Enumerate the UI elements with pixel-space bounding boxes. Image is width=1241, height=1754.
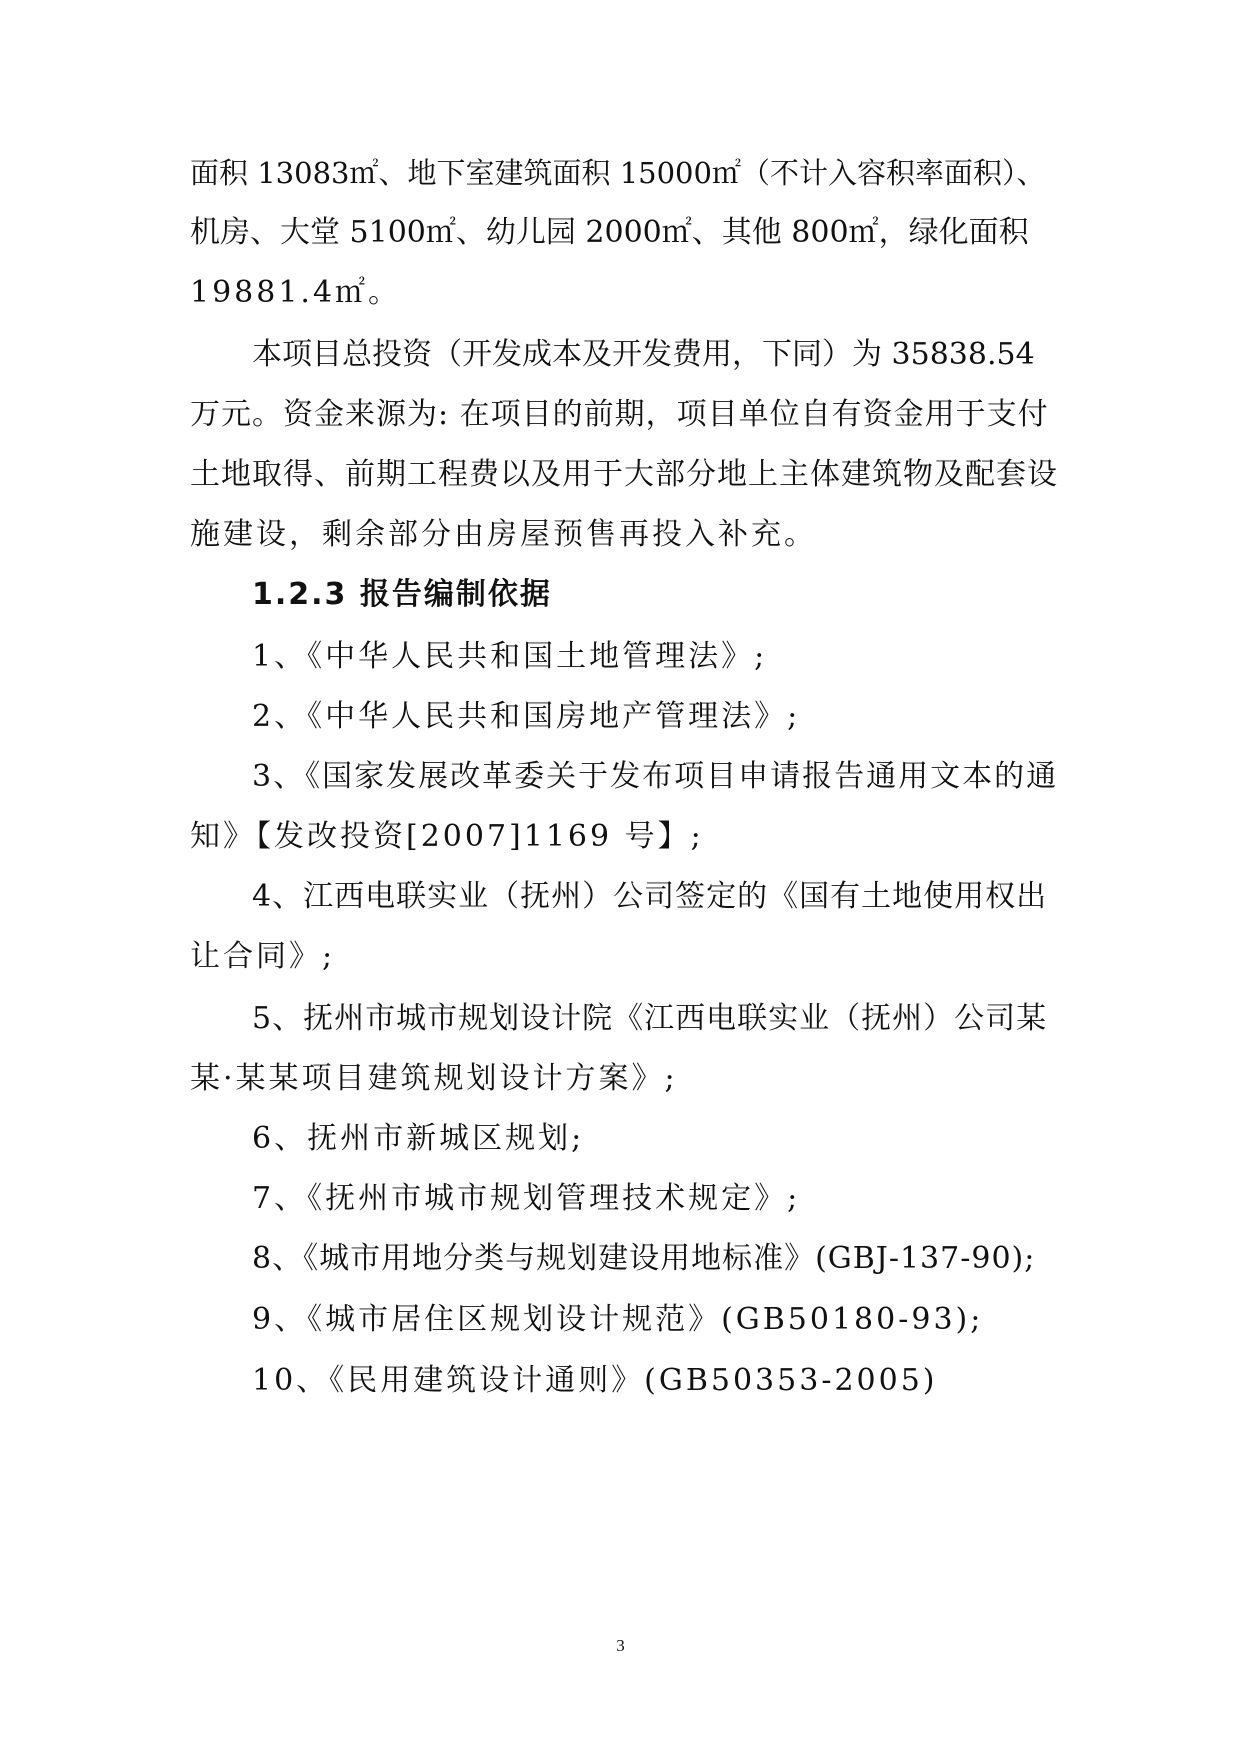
list-item: 1、《中华人民共和国土地管理法》; [252,639,768,674]
list-item-continued: 让合同》; [190,939,336,974]
text-line: 面积 13083㎡、地下室建筑面积 15000㎡（不计入容积率面积）、 [190,156,1046,190]
list-item: 6、抚州市新城区规划; [252,1121,585,1156]
list-item: 4、江西电联实业（抚州）公司签定的《国有土地使用权出 [252,879,1048,914]
text-line: 土地取得、前期工程费以及用于大部分地上主体建筑物及配套设 [190,457,1058,492]
text-line: 施建设，剩余部分由房屋预售再投入补充。 [190,517,817,552]
text-line: 万元。资金来源为: 在项目的前期，项目单位自有资金用于支付 [190,397,1049,432]
section-heading: 1.2.3 报告编制依据 [252,577,552,612]
text-line: 本项目总投资（开发成本及开发费用，下同）为 35838.54 [252,337,1035,372]
text-line: 机房、大堂 5100㎡、幼儿园 2000㎡、其他 800㎡，绿化面积 [190,215,1029,250]
list-item: 7、《抚州市城市规划管理技术规定》; [252,1181,801,1216]
list-item-continued: 知》【发改投资[2007]1169 号】; [190,819,704,854]
list-item: 9、《城市居住区规划设计规范》(GB50180-93); [252,1302,984,1337]
list-item: 3、《国家发展改革委关于发布项目申请报告通用文本的通 [252,759,1059,794]
list-item: 8、《城市用地分类与规划建设用地标准》(GBJ-137-90); [252,1241,1036,1276]
list-item: 2、《中华人民共和国房地产管理法》; [252,699,801,734]
list-item: 5、抚州市城市规划设计院《江西电联实业（抚州）公司某 [252,1001,1048,1036]
text-line: 19881.4㎡。 [190,275,402,310]
page-number: 3 [616,1636,625,1655]
list-item-continued: 某·某某项目建筑规划设计方案》; [190,1061,678,1096]
list-item: 10、《民用建筑设计通则》(GB50353-2005) [252,1363,938,1398]
